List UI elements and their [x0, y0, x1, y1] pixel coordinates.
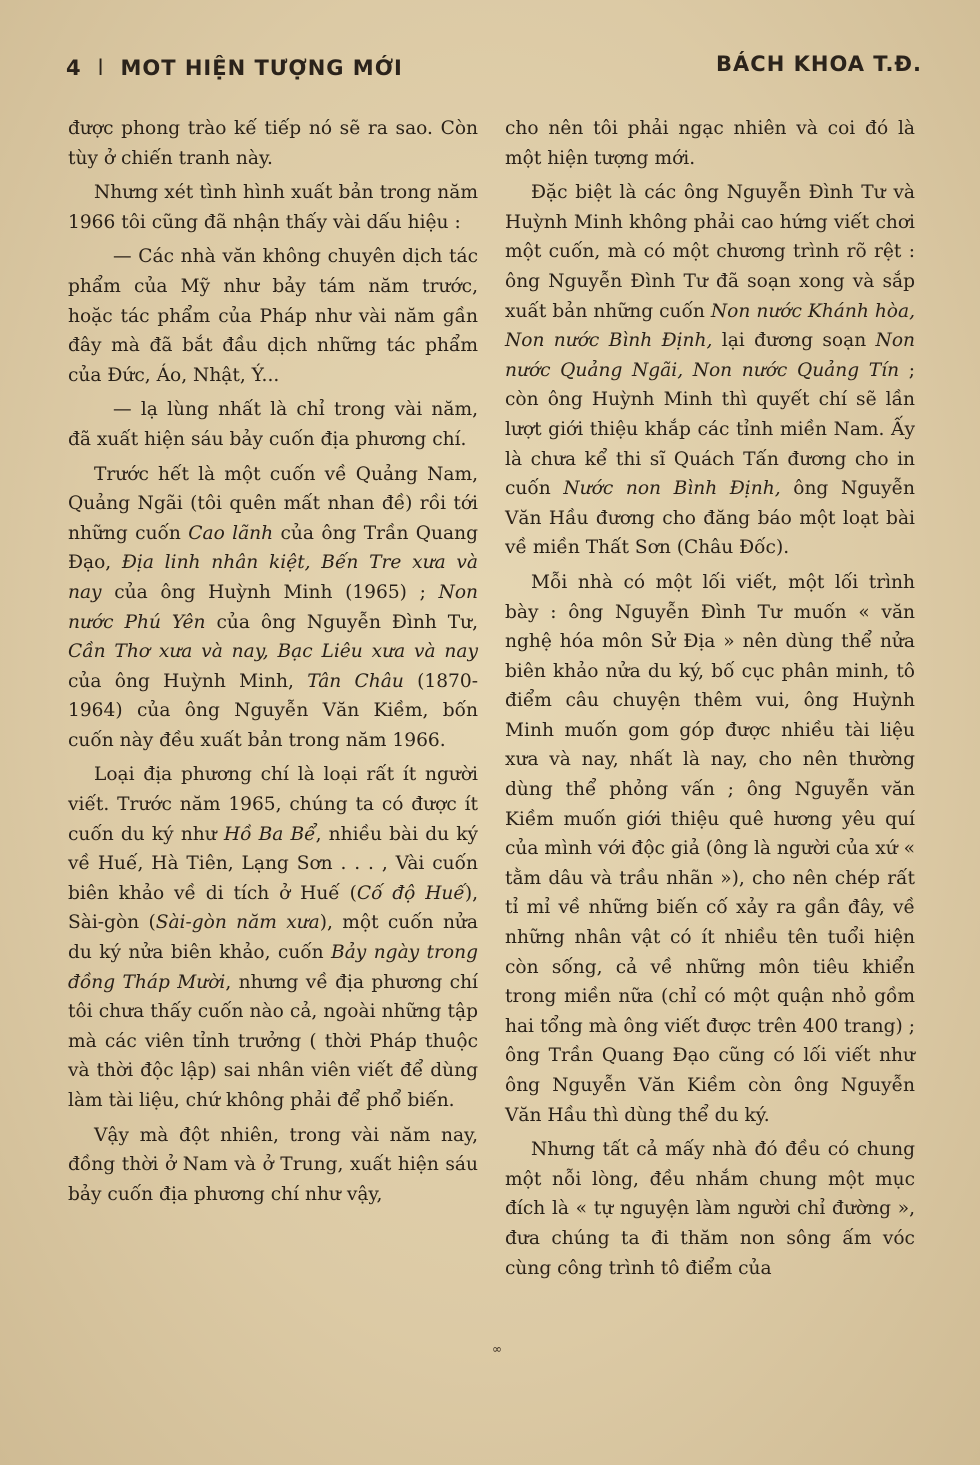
paragraph [68, 460, 478, 756]
paragraph: Nhưng xét tình hình xuất bản trong năm 1966 tôi cũng đã nhận thấy vài dấu hiệu : [68, 182, 478, 233]
paragraph: cho nên tôi phải ngạc nhiên và coi đó là một hiện tượng mới. [505, 118, 915, 169]
left-column [68, 114, 478, 1214]
paragraph: — lạ lùng nhất là chỉ trong vài năm, đã xuất hiện sáu bảy cuốn địa phương chí. [68, 399, 478, 450]
paragraph [68, 760, 478, 1115]
text-run: của ông Trần Quang Đạo, [68, 522, 478, 574]
text-run: Loại địa phương chí là loại rất ít người viết. Trước năm 1965, chúng ta có được ít cuốn du ký như [68, 764, 478, 845]
right-column [505, 114, 915, 1288]
header-separator: l [97, 56, 105, 80]
paragraph: Mỗi nhà có một lối viết, một lối trình bày : ông Nguyễn Đình Tư muốn « văn nghệ hóa môn Sử Địa » nên dùng thể nửa biên khảo nửa du ký, bố cục phân minh, tô điểm câu chuyện thêm vui, ông Huỳnh Minh muốn gom góp được nhiều tài liệu xưa và nay, nhất là nay, cho nên thường dùng thể phỏng vấn ; ông Nguyễn văn Kiềm muốn giới thiệu quê hương yêu quí của mình với độc giả (ông là người của xứ « tằm dâu và trầu nhãn »), cho nên chép rất tỉ mỉ về những biến cố xảy ra gần đây, về những nhân vật có ít nhiều tên tuổi hiện còn sống, cả về những môn tiêu khiển trong miền nữa (chỉ có một quận nhỏ gồm hai tổng mà ông viết được trên 400 trang) ; ông Trần Quang Đạo cũng có lối viết như ông Nguyễn Văn Kiềm còn ông Nguyễn Văn Hầu thì dùng thể du ký. [505, 571, 915, 1126]
book-title: Cần Thơ xưa và nay, Bạc Liêu xưa và nay [68, 641, 478, 663]
book-title: Nước non Bình Định, [563, 478, 781, 500]
paragraph: được phong trào kế tiếp nó sẽ ra sao. Còn tùy ở chiến tranh này. [68, 118, 478, 169]
text-run: ấm vóc cùng công trình tô điểm của [505, 1227, 915, 1279]
book-title: Bảy ngày trong đồng Tháp Mười [68, 942, 478, 993]
paragraph [505, 178, 915, 563]
page-number: 4 [66, 56, 82, 80]
paragraph: — Các nhà văn không chuyên dịch tác phẩm của Mỹ như bảy tám năm trước, hoặc tác phẩm của Pháp như vài năm gần đây mà đã bắt đầu dịch những tác phẩm của Đức, Áo, Nhật, Ý... [68, 246, 478, 386]
text-run: Trước hết là một cuốn về Quảng Nam, Quảng Ngãi (tôi quên mất nhan đề) rồi tới những cuốn [68, 463, 478, 544]
magazine-name: BÁCH KHOA T.Đ. [716, 52, 922, 76]
book-title: Non nước Phú Yên [68, 581, 478, 633]
book-title: Tân Châu [307, 670, 404, 692]
continuation-mark: ∞ [492, 1342, 502, 1356]
text-run: , nhưng về địa phương chí tôi chưa thấy cuốn nào cả, ngoài những tập mà các viên tỉnh trưởng ( thời Pháp thuộc và thời độc lập) sai nhân viên viết để dùng làm tài liệu, chứ không phải để phổ biến. [68, 971, 479, 1111]
text-run: (1870-1964) của ông Nguyễn Văn Kiềm, bốn cuốn này đều xuất bản trong năm 1966. [68, 670, 478, 751]
book-title: Sài-gòn năm xưa [155, 912, 320, 934]
text-run: ông Nguyễn Văn Hầu đương cho đăng báo một loạt bài về miền Thất Sơn (Châu Đốc). [505, 478, 916, 559]
text-run: ; còn ông Huỳnh Minh thì quyết chí sẽ lần lượt giới thiệu khắp các tỉnh miền Nam. Ấy là chưa kể thi sĩ Quách Tấn đương cho in cuốn [505, 359, 915, 500]
book-title: Hồ Ba Bể [223, 823, 316, 845]
paragraph [505, 1135, 915, 1283]
text-run: ), một cuốn nửa du ký nửa biên khảo, cuốn [68, 912, 478, 964]
paragraph: Vậy mà đột nhiên, trong vài năm nay, đồng thời ở Nam và ở Trung, xuất hiện sáu bảy cuốn địa phương chí như vậy, [68, 1124, 478, 1205]
text-run: Đặc biệt là các ông Nguyễn Đình Tư và Huỳnh Minh không phải cao hứng viết chơi một cuốn, mà có một chương trình rõ rệt : ông Nguyễn Đình Tư đã soạn xong và sắp xuất bản những cuốn [505, 182, 915, 322]
book-title: Non nước Khánh hòa, Non nước Bình Định, [505, 300, 915, 352]
text-run: lại đương soạn [712, 330, 876, 352]
text-run: của ông Huỳnh Minh (1965) ; [101, 581, 439, 603]
text-run: ), Sài-gòn ( [68, 882, 479, 934]
text-run: Nhưng tất cả mấy nhà đó đều có chung một nỗi lòng, đều nhắm chung một mục đích là « tự nguyện làm người chỉ đường », đưa chúng ta đi thăm non sông [505, 1139, 915, 1249]
text-run: của ông Huỳnh Minh, [68, 670, 308, 692]
text-run: , nhiều bài du ký về Huế, Hà Tiên, Lạng Sơn . . . , Vài cuốn biên khảo về di tích ở Huế ( [68, 823, 478, 904]
book-title: Non nước Quảng Ngãi, Non nước Quảng Tín [505, 330, 915, 381]
book-title: Địa linh nhân kiệt, Bến Tre xưa và nay [68, 552, 478, 603]
page-header [66, 52, 922, 86]
article-title: MOT HIỆN TƯỢNG MỚI [120, 56, 403, 80]
text-run: của ông Nguyễn Đình Tư, [205, 611, 478, 633]
header-left [66, 56, 403, 80]
book-title: Cố độ Huế [356, 882, 465, 904]
book-title: Cao lãnh [188, 522, 274, 544]
